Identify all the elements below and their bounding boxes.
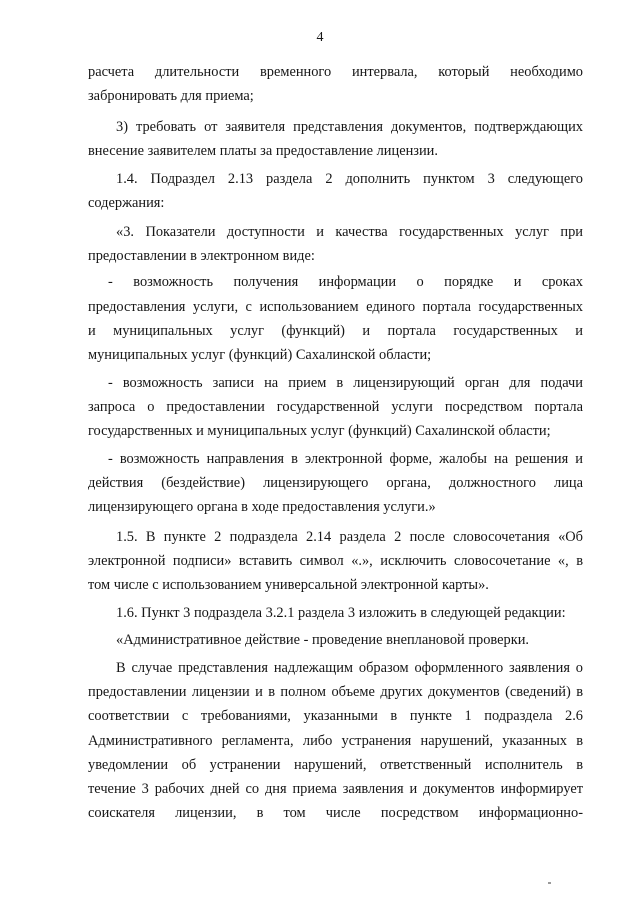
text-line: течение 3 рабочих дней со дня приема заявления и документов информирует [88, 781, 583, 797]
text-line: предоставлении лицензии и в полном объеме других документов (сведений) в [88, 684, 583, 700]
text-line: предоставлении в электронном виде: [88, 248, 315, 264]
text-line: содержания: [88, 195, 165, 211]
text-line: 1.4. Подраздел 2.13 раздела 2 дополнить пунктом 3 следующего [116, 171, 583, 187]
text-line: - возможность записи на прием в лицензирующий орган для подачи [108, 375, 583, 391]
text-line: расчета длительности временного интервала, который необходимо [88, 64, 583, 80]
text-line: и муниципальных услуг (функций) и портала государственных и [88, 323, 583, 339]
text-line: действия (бездействие) лицензирующего органа, должностного лица [88, 475, 583, 491]
text-line: 1.6. Пункт 3 подраздела 3.2.1 раздела 3 изложить в следующей редакции: [116, 605, 566, 621]
text-line: «Административное действие - проведение внеплановой проверки. [116, 632, 529, 648]
text-line: В случае представления надлежащим образом оформленного заявления о [116, 660, 583, 676]
text-line: «3. Показатели доступности и качества государственных услуг при [116, 224, 583, 240]
text-line: муниципальных услуг (функций) Сахалинской области; [88, 347, 432, 363]
text-line: лицензирующего органа в ходе предоставления услуги.» [88, 499, 436, 515]
text-line: предоставления услуги, с использованием единого портала государственных [88, 299, 583, 315]
text-line: 1.5. В пункте 2 подраздела 2.14 раздела 2 после словосочетания «Об [116, 529, 583, 545]
scan-speck [548, 882, 551, 884]
text-line: государственных и муниципальных услуг (функций) Сахалинской области; [88, 423, 551, 439]
text-line: - возможность получения информации о порядке и сроках [108, 274, 583, 290]
text-line: соискателя лицензии, в том числе посредством информационно- [88, 805, 583, 821]
text-line: 3) требовать от заявителя представления документов, подтверждающих [116, 119, 583, 135]
text-line: - возможность направления в электронной форме, жалобы на решения и [108, 451, 583, 467]
text-line: забронировать для приема; [88, 88, 254, 104]
text-line: Административного регламента, либо устранения нарушений, указанных в [88, 733, 583, 749]
text-line: том числе с использованием универсальной электронной карты». [88, 577, 489, 593]
text-line: внесение заявителем платы за предоставление лицензии. [88, 143, 438, 159]
text-line: уведомлении об устранении нарушений, ответственный исполнитель в [88, 757, 583, 773]
text-line: электронной подписи» вставить символ «.», исключить словосочетание «, в [88, 553, 583, 569]
page-number: 4 [316, 30, 324, 45]
text-line: соответствии с требованиями, указанными в пункте 1 подраздела 2.6 [88, 708, 583, 724]
text-line: запроса о предоставлении государственной услуги посредством портала [88, 399, 583, 415]
